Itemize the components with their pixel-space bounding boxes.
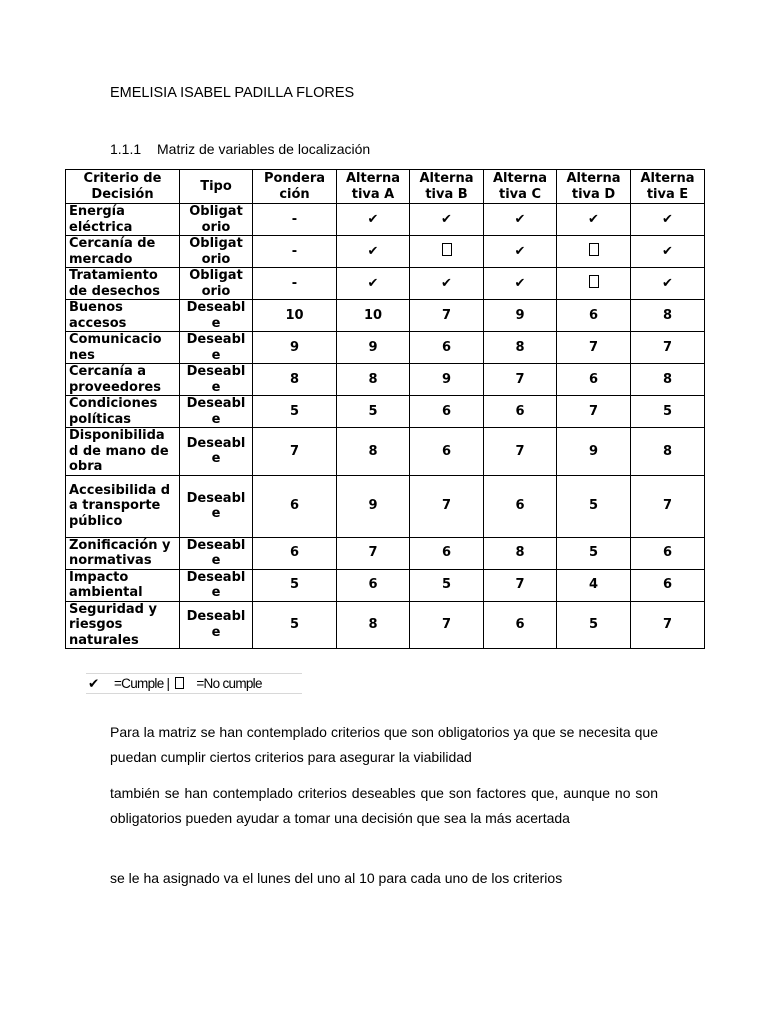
score-cell: 6 [410, 428, 484, 476]
criterion-cell: Cercanía de mercado [66, 236, 180, 268]
score-cell: 6 [484, 475, 557, 537]
score-cell: 6 [557, 364, 631, 396]
check-cell: ✔ [631, 236, 705, 268]
localization-matrix-table [65, 169, 705, 649]
type-cell: Obligat orio [180, 204, 253, 236]
score-cell: 7 [484, 364, 557, 396]
table-row [66, 332, 705, 364]
criterion-cell: Condiciones políticas [66, 396, 180, 428]
check-cell: ✔ [631, 204, 705, 236]
table-row [66, 475, 705, 537]
score-cell: 8 [631, 300, 705, 332]
cross-box-icon [175, 677, 184, 689]
criterion-cell: Seguridad y riesgos naturales [66, 601, 180, 649]
score-cell: 8 [337, 601, 410, 649]
check-cell: ✔ [484, 236, 557, 268]
score-cell: 10 [253, 300, 337, 332]
score-cell: 6 [557, 300, 631, 332]
score-cell: 7 [337, 537, 410, 569]
score-cell: 5 [253, 396, 337, 428]
check-icon: ✔ [88, 676, 100, 691]
check-cell: ✔ [484, 268, 557, 300]
criterion-cell: Comunicacio nes [66, 332, 180, 364]
score-cell: 7 [253, 428, 337, 476]
score-cell: 9 [484, 300, 557, 332]
criterion-cell: Disponibilida d de mano de obra [66, 428, 180, 476]
score-cell: 6 [484, 396, 557, 428]
column-header: Alterna tiva C [484, 170, 557, 204]
table-row [66, 396, 705, 428]
score-cell: - [253, 204, 337, 236]
criterion-cell: Cercanía a proveedores [66, 364, 180, 396]
type-cell: Obligat orio [180, 236, 253, 268]
score-cell: 7 [631, 601, 705, 649]
type-cell: Deseabl e [180, 428, 253, 476]
author-name: EMELISIA ISABEL PADILLA FLORES [110, 85, 355, 101]
type-cell: Deseabl e [180, 475, 253, 537]
score-cell: 5 [253, 601, 337, 649]
score-cell: 8 [337, 428, 410, 476]
score-cell: 5 [557, 601, 631, 649]
table-row [66, 300, 705, 332]
score-cell: 5 [337, 396, 410, 428]
column-header: Pondera ción [253, 170, 337, 204]
cross-box-icon [442, 243, 452, 256]
score-cell: 5 [557, 537, 631, 569]
score-cell: 5 [410, 569, 484, 601]
score-cell: 8 [484, 332, 557, 364]
column-header: Alterna tiva D [557, 170, 631, 204]
score-cell: 6 [253, 537, 337, 569]
type-cell: Deseabl e [180, 569, 253, 601]
column-header: Alterna tiva A [337, 170, 410, 204]
type-cell: Deseabl e [180, 332, 253, 364]
table-row [66, 428, 705, 476]
score-cell: 8 [253, 364, 337, 396]
table-body [66, 204, 705, 649]
column-header: Alterna tiva E [631, 170, 705, 204]
score-cell: 6 [631, 569, 705, 601]
check-cell: ✔ [337, 268, 410, 300]
not-met-cell [557, 236, 631, 268]
score-cell: 5 [631, 396, 705, 428]
legend-no-cumple: =No cumple [196, 676, 262, 691]
table-row [66, 204, 705, 236]
table-header-row [66, 170, 705, 204]
score-cell: 7 [631, 332, 705, 364]
table-row [66, 364, 705, 396]
score-cell: 7 [631, 475, 705, 537]
column-header: Criterio de Decisión [66, 170, 180, 204]
score-cell: 8 [484, 537, 557, 569]
section-title: Matriz de variables de localización [157, 141, 371, 157]
score-cell: 7 [484, 428, 557, 476]
score-cell: 6 [410, 396, 484, 428]
score-cell: 6 [631, 537, 705, 569]
type-cell: Obligat orio [180, 268, 253, 300]
criterion-cell: Buenos accesos [66, 300, 180, 332]
score-cell: 9 [337, 475, 410, 537]
check-cell: ✔ [337, 204, 410, 236]
criterion-cell: Impacto ambiental [66, 569, 180, 601]
criterion-cell: Accesibilida d a transporte público [66, 475, 180, 537]
score-cell: 7 [557, 396, 631, 428]
score-cell: 6 [410, 332, 484, 364]
score-cell: 6 [337, 569, 410, 601]
criterion-cell: Zonificación y normativas [66, 537, 180, 569]
score-cell: 9 [410, 364, 484, 396]
cross-box-icon [589, 243, 599, 256]
table-row [66, 569, 705, 601]
check-cell: ✔ [484, 204, 557, 236]
check-cell: ✔ [410, 268, 484, 300]
criterion-cell: Energía eléctrica [66, 204, 180, 236]
check-cell: ✔ [410, 204, 484, 236]
criterion-cell: Tratamiento de desechos [66, 268, 180, 300]
type-cell: Deseabl e [180, 396, 253, 428]
table-row [66, 537, 705, 569]
section-number: 1.1.1 [110, 141, 142, 157]
score-cell: - [253, 268, 337, 300]
paragraph: también se han contemplado criterios deseables que son factores que, aunque no son obligatorios pueden ayudar a tomar una decisión que sea la más acertada [110, 785, 658, 826]
score-cell: 7 [410, 601, 484, 649]
not-met-cell [557, 268, 631, 300]
table-row [66, 236, 705, 268]
not-met-cell [410, 236, 484, 268]
score-cell: - [253, 236, 337, 268]
type-cell: Deseabl e [180, 601, 253, 649]
score-cell: 5 [557, 475, 631, 537]
type-cell: Deseabl e [180, 300, 253, 332]
score-cell: 4 [557, 569, 631, 601]
score-cell: 8 [631, 428, 705, 476]
score-cell: 7 [557, 332, 631, 364]
cross-box-icon [589, 275, 599, 288]
column-header: Alterna tiva B [410, 170, 484, 204]
type-cell: Deseabl e [180, 364, 253, 396]
score-cell: 10 [337, 300, 410, 332]
section-heading [110, 141, 370, 157]
check-cell: ✔ [337, 236, 410, 268]
score-cell: 6 [410, 537, 484, 569]
score-cell: 7 [410, 300, 484, 332]
paragraph: se le ha asignado va el lunes del uno al 10 para cada uno de los criterios [110, 870, 563, 886]
score-cell: 8 [631, 364, 705, 396]
score-cell: 6 [253, 475, 337, 537]
score-cell: 5 [253, 569, 337, 601]
legend-cumple: =Cumple | [114, 676, 170, 691]
score-cell: 9 [337, 332, 410, 364]
type-cell: Deseabl e [180, 537, 253, 569]
legend [86, 673, 302, 694]
score-cell: 7 [484, 569, 557, 601]
score-cell: 6 [484, 601, 557, 649]
score-cell: 9 [557, 428, 631, 476]
score-cell: 7 [410, 475, 484, 537]
check-cell: ✔ [631, 268, 705, 300]
table-row [66, 601, 705, 649]
score-cell: 9 [253, 332, 337, 364]
table-row [66, 268, 705, 300]
score-cell: 8 [337, 364, 410, 396]
paragraph: Para la matriz se han contemplado criterios que son obligatorios ya que se necesita que puedan cumplir ciertos criterios para asegurar la viabilidad [110, 724, 658, 765]
check-cell: ✔ [557, 204, 631, 236]
column-header: Tipo [180, 170, 253, 204]
